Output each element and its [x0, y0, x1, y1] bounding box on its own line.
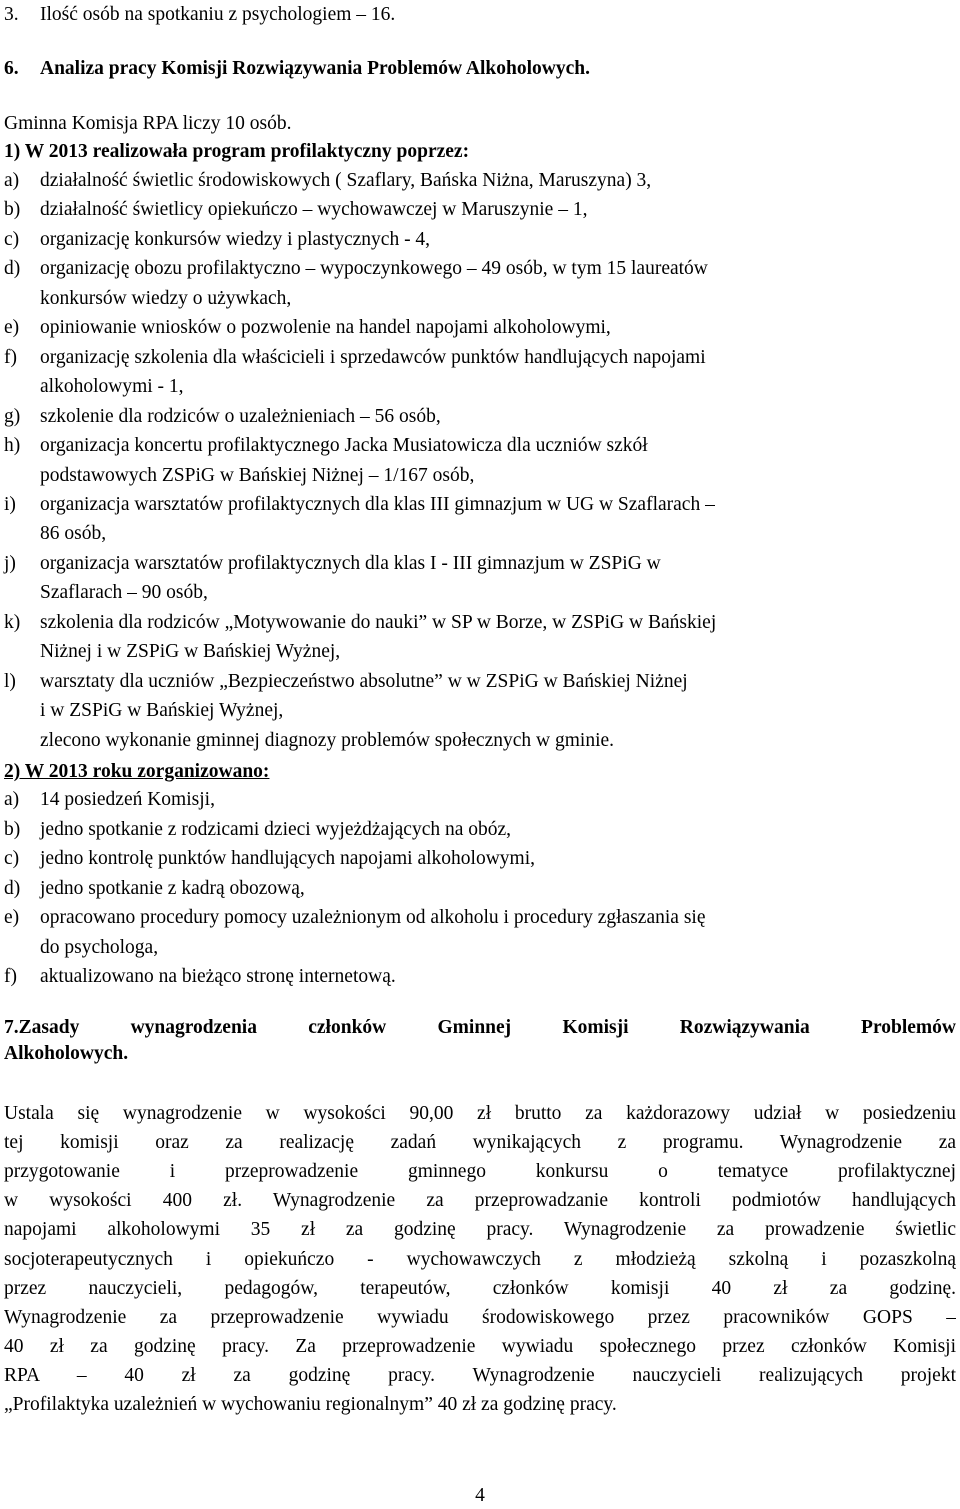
- list-item-label: d): [4, 877, 21, 899]
- list-item-text: organizację konkursów wiedzy i plastycznych - 4,: [40, 228, 431, 250]
- list-item-text: organizacja warsztatów profilaktycznych dla klas I - III gimnazjum w ZSPiG w: [40, 552, 661, 574]
- paragraph-line: socjoterapeutycznych i opiekuńczo - wychowawczych z młodzieżą szkolną i pozaszkolną: [4, 1248, 956, 1270]
- list-item-text: 86 osób,: [40, 523, 107, 545]
- paragraph-line: RPA – 40 zł za godzinę pracy. Wynagrodzenie nauczycieli realizujących projekt: [4, 1364, 956, 1386]
- list-item-label: e): [4, 317, 20, 339]
- list-item-text: opiniowanie wniosków o pozwolenie na handel napojami alkoholowymi,: [40, 317, 611, 339]
- paragraph-line: Wynagrodzenie za przeprowadzenie wywiadu środowiskowego przez pracowników GOPS –: [4, 1306, 956, 1328]
- list-item-label: c): [4, 848, 20, 869]
- list-item-text: i w ZSPiG w Bańskiej Wyżnej,: [40, 700, 284, 722]
- list-item-text: 14 posiedzeń Komisji,: [40, 789, 215, 810]
- list-item-text: organizacja koncertu profilaktycznego Jacka Musiatowicza dla uczniów szkół: [40, 435, 648, 457]
- list-item-label: g): [4, 405, 21, 427]
- paragraph-line: w wysokości 400 zł. Wynagrodzenie za przeprowadzanie kontroli podmiotów handlujących: [4, 1190, 956, 1212]
- list-item-label: a): [4, 789, 20, 810]
- paragraph-line: tej komisji oraz za realizację zadań wynikających z programu. Wynagrodzenie za: [4, 1132, 956, 1154]
- paragraph-line: przygotowanie i przeprowadzenie gminnego konkursu o tematyce profilaktycznej: [4, 1161, 956, 1183]
- organized-heading: 2) W 2013 roku zorganizowano:: [4, 761, 270, 782]
- paragraph-line: napojami alkoholowymi 35 zł za godzinę pracy. Wynagrodzenie za prowadzenie świetlic: [4, 1219, 956, 1241]
- list-item-text: Niżnej i w ZSPiG w Bańskiej Wyżnej,: [40, 641, 341, 663]
- list-item-text: szkolenie dla rodziców o uzależnieniach – 56 osób,: [40, 405, 441, 427]
- list-item-text: organizację obozu profilaktyczno – wypoczynkowego – 49 osób, w tym 15 laureatów: [40, 258, 708, 280]
- list-item-text: warsztaty dla uczniów „Bezpieczeństwo absolutne” w w ZSPiG w Bańskiej Niżnej: [40, 670, 688, 692]
- item-number: 3.: [4, 4, 19, 25]
- list-item-text: działalność świetlic środowiskowych ( Szaflary, Bańska Niżna, Maruszyna) 3,: [40, 170, 652, 191]
- page-number: 4: [475, 1485, 485, 1506]
- list-item-label: j): [4, 552, 16, 574]
- paragraph-line: „Profilaktyka uzależnień w wychowaniu regionalnym” 40 zł za godzinę pracy.: [4, 1394, 617, 1415]
- list-item-text: Szaflarach – 90 osób,: [40, 582, 208, 604]
- list-item-text: jedno kontrolę punktów handlujących napojami alkoholowymi,: [40, 848, 535, 869]
- list-item-label: f): [4, 966, 17, 987]
- list-item-label: c): [4, 228, 20, 250]
- list-item-text: podstawowych ZSPiG w Bańskiej Niżnej – 1/167 osób,: [40, 464, 475, 486]
- commission-intro: Gminna Komisja RPA liczy 10 osób.: [4, 113, 292, 134]
- list-item-label: h): [4, 435, 21, 457]
- paragraph-line: Ustala się wynagrodzenie w wysokości 90,00 zł brutto za każdorazowy udział w posiedzeniu: [4, 1103, 956, 1124]
- list-item-text: organizacja warsztatów profilaktycznych dla klas III gimnazjum w UG w Szaflarach –: [40, 493, 715, 515]
- section-7-heading-line-2: Alkoholowych.: [4, 1043, 129, 1064]
- list-item-text: opracowano procedury pomocy uzależnionym od alkoholu i procedury zgłaszania się: [40, 907, 706, 928]
- list-item-label: k): [4, 611, 21, 633]
- paragraph-line: przez nauczycieli, pedagogów, terapeutów, członków komisji 40 zł za godzinę.: [4, 1277, 956, 1299]
- list-item-text: alkoholowymi - 1,: [40, 376, 184, 398]
- list-item-label: b): [4, 199, 21, 221]
- list-item-label: l): [4, 670, 16, 692]
- section-7-heading-line-1: 7.Zasady wynagrodzenia członków Gminnej Komisji Rozwiązywania Problemów: [4, 1017, 956, 1038]
- list-item-text: jedno spotkanie z rodzicami dzieci wyjeżdżających na obóz,: [40, 818, 512, 840]
- list-item-label: a): [4, 170, 20, 191]
- list-item-label: d): [4, 258, 21, 280]
- section-number: 6.: [4, 58, 19, 79]
- list-item-text: jedno spotkanie z kadrą obozową,: [40, 877, 305, 899]
- section-title: Analiza pracy Komisji Rozwiązywania Problemów Alkoholowych.: [40, 58, 590, 79]
- list-item-text: działalność świetlicy opiekuńczo – wychowawczej w Maruszynie – 1,: [40, 199, 588, 221]
- list-item-label: e): [4, 907, 20, 928]
- list-item-text: do psychologa,: [40, 936, 159, 958]
- list-item-text: aktualizowano na bieżąco stronę internetową.: [40, 966, 396, 987]
- list-item-label: b): [4, 818, 21, 840]
- program-heading: 1) W 2013 realizowała program profilaktyczny poprzez:: [4, 141, 470, 162]
- list-item-text: zlecono wykonanie gminnej diagnozy problemów społecznych w gminie.: [40, 729, 615, 751]
- item-text: Ilość osób na spotkaniu z psychologiem – 16.: [40, 4, 396, 25]
- list-item-label: f): [4, 346, 17, 368]
- list-item-label: i): [4, 493, 16, 515]
- list-item-text: organizację szkolenia dla właścicieli i sprzedawców punktów handlujących napojami: [40, 346, 706, 368]
- list-item-text: konkursów wiedzy o używkach,: [40, 287, 292, 309]
- paragraph-line: 40 zł za godzinę pracy. Za przeprowadzenie wywiadu społecznego przez członków Komisji: [4, 1335, 956, 1357]
- list-item-text: szkolenia dla rodziców „Motywowanie do nauki” w SP w Borze, w ZSPiG w Bańskiej: [40, 611, 717, 633]
